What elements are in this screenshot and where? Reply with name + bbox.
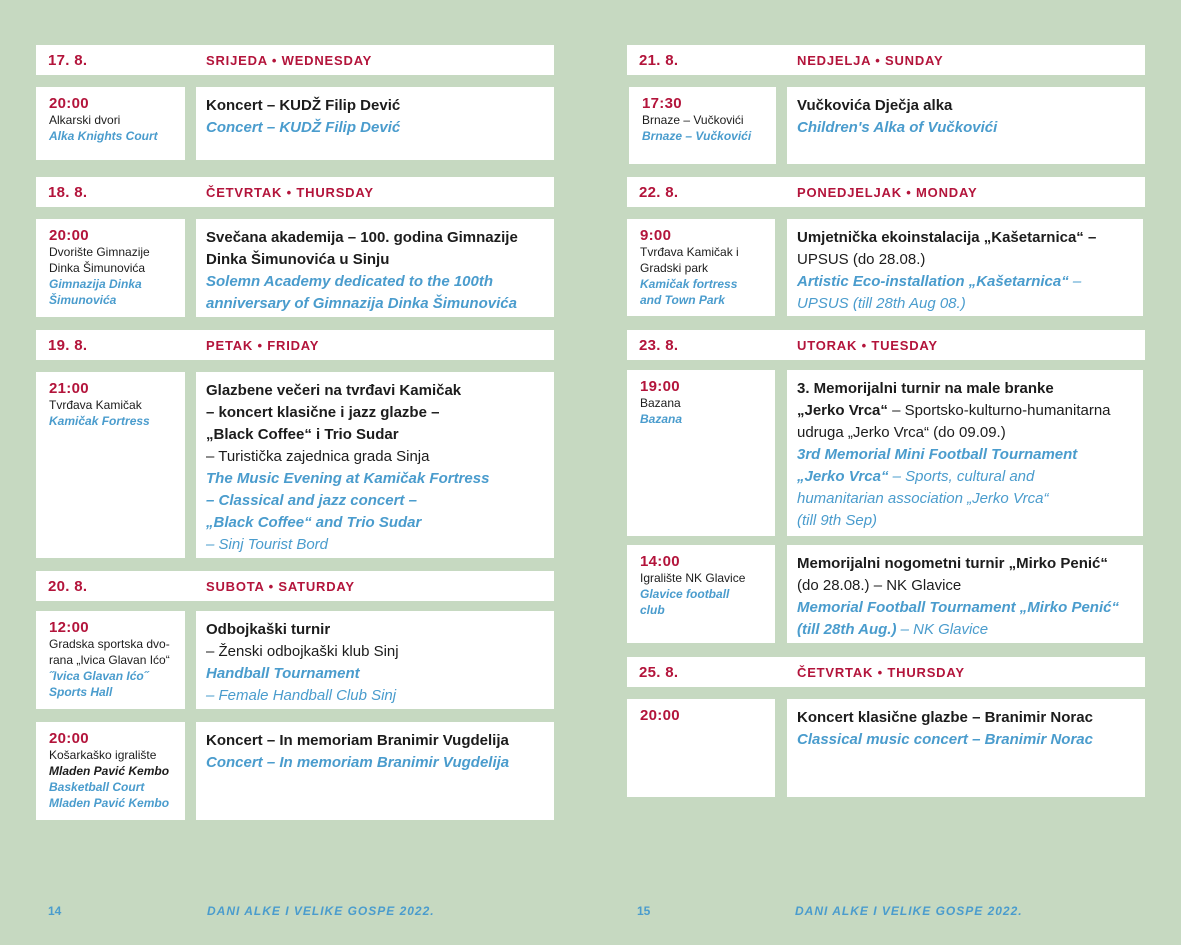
date-header <box>36 45 554 75</box>
event-organizer-en: UPSUS (till 28th Aug 08.) <box>797 295 966 312</box>
event-organizer: udruga „Jerko Vrca“ (do 09.09.) <box>797 424 1006 441</box>
event-organizer: – Sportsko-kulturno-humanitarna <box>887 402 1111 419</box>
weekday: PONEDJELJAK • MONDAY <box>797 185 978 200</box>
footer-title: DANI ALKE I VELIKE GOSPE 2022. <box>207 904 435 918</box>
event-details <box>196 219 554 317</box>
event-title-en: Solemn Academy dedicated to the 100th <box>206 273 494 290</box>
event-time-place <box>627 370 775 536</box>
event-time-place <box>36 722 185 820</box>
event-place: Tvrđava Kamičak <box>49 398 142 412</box>
page-number: 15 <box>637 904 651 918</box>
event-details <box>787 545 1143 643</box>
date-header <box>36 330 554 360</box>
event-details <box>196 722 554 820</box>
event-details <box>787 370 1143 536</box>
event-title: Memorijalni nogometni turnir „Mirko Penić“ <box>797 555 1108 572</box>
weekday: SRIJEDA • WEDNESDAY <box>206 53 373 68</box>
event-place: Gradski park <box>640 261 709 275</box>
event-title-en: Classical music concert – Branimir Norac <box>797 731 1093 748</box>
event-place: Mladen Pavić Kembo <box>49 764 170 778</box>
page-number: 14 <box>48 904 62 918</box>
event-title-en: Children's Alka of Vučkovići <box>797 119 998 136</box>
event-time-place <box>627 699 775 797</box>
event-title: Svečana akademija – 100. godina Gimnazije <box>206 229 518 246</box>
event-organizer: – Turistička zajednica grada Sinja <box>206 448 430 465</box>
event-place-en: ˝Ivica Glavan Ićo˝ <box>49 669 148 683</box>
event-organizer-en: (till 9th Sep) <box>797 512 878 529</box>
event-title-en: Handball Tournament <box>206 665 360 682</box>
event-title-en: Artistic Eco-installation „Kašetarnica“ <box>797 273 1069 290</box>
event-details <box>787 219 1143 316</box>
event-details <box>787 87 1145 164</box>
event-organizer: UPSUS (do 28.08.) <box>797 251 926 268</box>
weekday: SUBOTA • SATURDAY <box>206 579 355 594</box>
event-place: Dinka Šimunovića <box>49 261 146 275</box>
event-place-en: Šimunovića <box>49 293 117 307</box>
event-title-en: Concert – In memoriam Branimir Vugdelija <box>206 754 510 771</box>
date: 21. 8. <box>639 52 679 69</box>
weekday: NEDJELJA • SUNDAY <box>797 53 944 68</box>
event-title: Koncert – KUDŽ Filip Dević <box>206 97 401 114</box>
date: 17. 8. <box>48 52 88 69</box>
event-time-place <box>627 545 775 643</box>
date-header <box>36 571 554 601</box>
date-header <box>627 177 1145 207</box>
event-details <box>196 611 554 709</box>
event-time-place <box>629 87 776 164</box>
weekday: ČETVRTAK • THURSDAY <box>206 185 374 200</box>
event-title-en: „Black Coffee“ and Trio Sudar <box>206 514 422 531</box>
event-time: 19:00 <box>640 378 680 395</box>
event-details <box>196 372 554 558</box>
event-place-en: Sports Hall <box>49 685 113 699</box>
footer-title: DANI ALKE I VELIKE GOSPE 2022. <box>795 904 1023 918</box>
event-title: Odbojkaški turnir <box>206 621 331 638</box>
event-place-en: and Town Park <box>640 293 725 307</box>
event-title: Umjetnička ekoinstalacija „Kašetarnica“ <box>797 229 1084 246</box>
event-title: Glazbene večeri na tvrđavi Kamičak <box>206 382 462 399</box>
event-place: Tvrđava Kamičak i <box>640 245 739 259</box>
event-place-en: club <box>640 603 665 617</box>
event-time-place <box>36 87 185 160</box>
event-time: 14:00 <box>640 553 680 570</box>
event-time: 12:00 <box>49 619 89 636</box>
event-place-en: Basketball Court <box>49 780 145 794</box>
date-header <box>627 45 1145 75</box>
event-place: Brnaze – Vučkovići <box>642 113 744 127</box>
event-place-en: Bazana <box>640 412 683 426</box>
event-title-en: Memorial Football Tournament „Mirko Penić“ <box>797 599 1119 616</box>
event-place: Igralište NK Glavice <box>640 571 746 585</box>
event-title-en: The Music Evening at Kamičak Fortress <box>206 470 490 487</box>
event-time: 17:30 <box>642 95 682 112</box>
event-title-en-dash: – <box>1068 273 1082 290</box>
event-time-place <box>36 372 185 558</box>
event-title-en: (till 28th Aug.) <box>797 621 897 638</box>
event-time: 20:00 <box>49 227 89 244</box>
date-header <box>627 330 1145 360</box>
event-details <box>787 699 1145 797</box>
event-time-place <box>627 219 775 316</box>
event-title-en: anniversary of Gimnazija Dinka Šimunovića <box>206 295 517 312</box>
event-title: Vučkovića Dječja alka <box>797 97 953 114</box>
weekday: PETAK • FRIDAY <box>206 338 320 353</box>
event-organizer-en: – NK Glavice <box>896 621 989 638</box>
event-organizer: – Ženski odbojkaški klub Sinj <box>206 643 399 660</box>
event-title: „Black Coffee“ i Trio Sudar <box>206 426 399 443</box>
event-place: Dvorište Gimnazije <box>49 245 150 259</box>
date: 25. 8. <box>639 664 679 681</box>
event-time: 20:00 <box>49 95 89 112</box>
event-title-en: – Classical and jazz concert – <box>206 492 417 509</box>
event-place-en: Glavice football <box>640 587 730 601</box>
event-organizer-en: humanitarian association „Jerko Vrca“ <box>797 490 1049 507</box>
event-place-en: Kamičak fortress <box>640 277 738 291</box>
event-title-en: „Jerko Vrca“ <box>797 468 889 485</box>
date-header <box>627 657 1145 687</box>
event-place: Alkarski dvori <box>49 113 121 127</box>
event-time: 20:00 <box>640 707 680 724</box>
event-time-place <box>36 219 185 317</box>
event-details <box>196 87 554 160</box>
weekday: ČETVRTAK • THURSDAY <box>797 665 965 680</box>
event-place: rana „Ivica Glavan Ićo“ <box>49 653 170 667</box>
event-place-en: Brnaze – Vučkovići <box>642 129 752 143</box>
event-title: 3. Memorijalni turnir na male branke <box>797 380 1054 397</box>
event-title-en: 3rd Memorial Mini Football Tournament <box>797 446 1078 463</box>
event-place: Bazana <box>640 396 681 410</box>
event-title: Koncert klasične glazbe – Branimir Norac <box>797 709 1093 726</box>
event-place-en: Kamičak Fortress <box>49 414 150 428</box>
event-time-place <box>36 611 185 709</box>
date-header <box>36 177 554 207</box>
date: 20. 8. <box>48 578 88 595</box>
event-place-en: Mladen Pavić Kembo <box>49 796 170 810</box>
event-title: Dinka Šimunovića u Sinju <box>206 251 390 268</box>
event-title-en: Concert – KUDŽ Filip Dević <box>206 119 401 136</box>
event-time: 21:00 <box>49 380 89 397</box>
event-time: 9:00 <box>640 227 672 244</box>
date: 23. 8. <box>639 337 679 354</box>
event-place: Košarkaško igralište <box>49 748 157 762</box>
event-title: – koncert klasične i jazz glazbe – <box>206 404 440 421</box>
date: 18. 8. <box>48 184 88 201</box>
event-organizer-en: – Female Handball Club Sinj <box>206 687 397 704</box>
event-organizer: (do 28.08.) – NK Glavice <box>797 577 962 594</box>
weekday: UTORAK • TUESDAY <box>797 338 938 353</box>
event-title: „Jerko Vrca“ <box>797 402 888 419</box>
event-place: Gradska sportska dvo- <box>49 637 170 651</box>
event-organizer-en: – Sinj Tourist Bord <box>206 536 329 553</box>
date: 19. 8. <box>48 337 88 354</box>
event-title-dash: – <box>1083 229 1097 246</box>
event-place-en: Gimnazija Dinka <box>49 277 142 291</box>
event-time: 20:00 <box>49 730 89 747</box>
event-organizer-en: – Sports, cultural and <box>888 468 1035 485</box>
event-title: Koncert – In memoriam Branimir Vugdelija <box>206 732 509 749</box>
date: 22. 8. <box>639 184 679 201</box>
event-place-en: Alka Knights Court <box>49 129 158 143</box>
